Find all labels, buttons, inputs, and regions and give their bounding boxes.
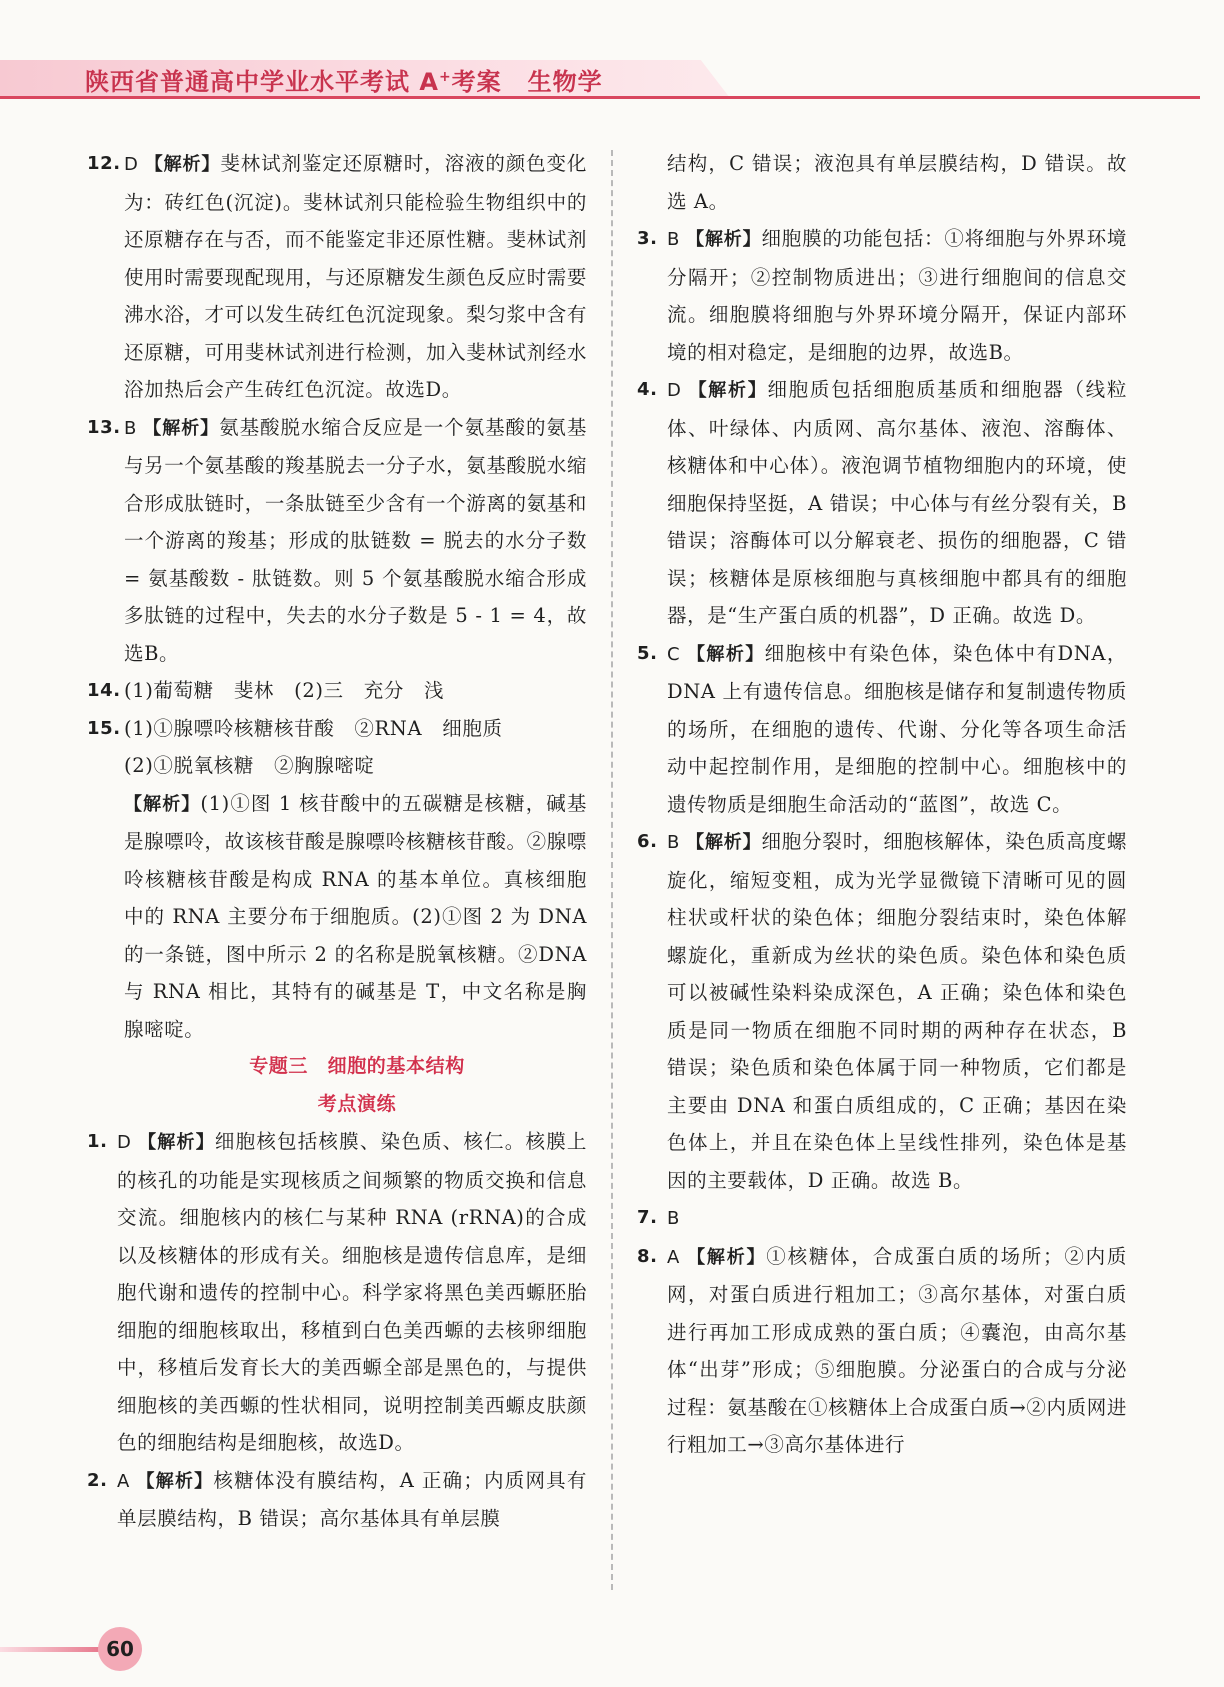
item-body: [124, 145, 587, 409]
item-number: 15.: [87, 717, 121, 739]
column-divider: [611, 150, 613, 1590]
left-column: [87, 145, 587, 1538]
item-number: 5.: [637, 642, 658, 664]
answer-item-5: [637, 635, 1127, 824]
analysis-text: 细胞分裂时，细胞核解体，染色质高度螺旋化，缩短变粗，成为光学显微镜下清晰可见的圆柱状或杆状的染色体；细胞分裂结束时，染色体解螺旋化，重新成为丝状的染色质。染色体和染色质可以被碱性染料染成深色，A 正确；染色体和染色质是同一物质在细胞不同时期的两种存在状态，B 错误；染色质和染色体属于同一种物质，它们都是主要由 DNA 和蛋白质组成的，C 正确；基因在染色体上，并且在染色体上呈线性排列，染色体是基因的主要载体，D 正确。故选 B。: [667, 830, 1127, 1192]
analysis-label: 【解析】: [137, 1132, 215, 1153]
answer-letter: C: [667, 643, 681, 665]
analysis-label: 【解析】: [685, 229, 762, 250]
analysis-text: 细胞核包括核膜、染色质、核仁。核膜上的核孔的功能是实现核质之间频繁的物质交换和信息交流。细胞核内的核仁与某种 RNA (rRNA)的合成以及核糖体的形成有关。细胞核是遗传信息库，是细胞代谢和遗传的控制中心。科学家将黑色美西螈胚胎细胞的细胞核取出，移植到白色美西螈的去核卵细胞中，移植后发育长大的美西螈全部是黑色的，与提供细胞核的美西螈的性状相同，说明控制美西螈皮肤颜色的细胞结构是细胞核，故选D。: [117, 1130, 587, 1454]
header-title: [85, 62, 603, 97]
section-title: 专题三 细胞的基本结构: [249, 1055, 465, 1077]
answer-letter: A: [667, 1246, 680, 1268]
answer-item-14: [87, 672, 587, 710]
item-body: [667, 1238, 1127, 1464]
item-number: 4.: [637, 379, 658, 400]
item-number: 2.: [87, 1469, 108, 1491]
answer-item-15: [87, 710, 587, 748]
item-number: 1.: [87, 1131, 108, 1152]
page-header: [0, 60, 1224, 102]
answer-item-4: [637, 371, 1127, 635]
item-body: [117, 1123, 587, 1462]
answer-letter: B: [124, 417, 137, 439]
analysis-label: 【解析】: [144, 154, 221, 175]
answer-item-8: [637, 1238, 1127, 1464]
header-subject: 生物学: [527, 68, 603, 96]
analysis-label: 【解析】: [685, 1246, 767, 1268]
answer-item-2-continued: 结构，C 错误；液泡具有单层膜结构，D 错误。故选 A。: [667, 152, 1127, 213]
page-number: 60: [106, 1637, 134, 1661]
answer-item-7: [637, 1199, 1127, 1238]
answer-letter: B: [667, 1208, 680, 1229]
answer-item-12: [87, 145, 587, 409]
answer-letter: B: [667, 832, 680, 853]
analysis-text: ①核糖体，合成蛋白质的场所；②内质网，对蛋白质进行粗加工；③高尔基体，对蛋白质进行再加工形成成熟的蛋白质；④囊泡，由高尔基体“出芽”形成；⑤细胞膜。分泌蛋白的合成与分泌过程：氨基酸在①核糖体上合成蛋白质→②内质网进行粗加工→③高尔基体进行: [667, 1244, 1128, 1456]
answer-letter: B: [667, 229, 680, 250]
answer-item-15-analysis: [87, 785, 587, 1049]
item-body: [667, 1199, 1127, 1238]
analysis-text: 斐林试剂鉴定还原糖时，溶液的颜色变化为：砖红色(沉淀)。斐林试剂只能检验生物组织中的还原糖存在与否，而不能鉴定非还原性糖。斐林试剂使用时需要现配现用，与还原糖发生颜色反应时需要沸水浴，才可以发生砖红色沉淀现象。梨匀浆中含有还原糖，可用斐林试剂进行检测，加入斐林试剂经水浴加热后会产生砖红色沉淀。故选D。: [124, 152, 587, 401]
item-body: (1)葡萄糖 斐林 (2)三 充分 浅: [124, 679, 445, 702]
analysis-label: 【解析】: [135, 1470, 214, 1492]
header-title-text: 陕西省普通高中学业水平考试 A: [85, 68, 439, 96]
answer-letter: D: [667, 380, 682, 401]
item-number: 12.: [87, 153, 121, 174]
answer-item-15-line2: (2)①脱氧核糖 ②胸腺嘧啶: [124, 754, 375, 777]
page-number-badge: [0, 1625, 150, 1675]
item-number: 8.: [637, 1245, 658, 1267]
header-title-sup: +: [438, 69, 452, 85]
answer-letter: A: [117, 1470, 130, 1492]
answer-letter: D: [117, 1132, 132, 1153]
answer-item-3: [637, 220, 1127, 371]
analysis-text: 氨基酸脱水缩合反应是一个氨基酸的氨基与另一个氨基酸的羧基脱去一分子水，氨基酸脱水缩合形成肽链时，一条肽链至少含有一个游离的氨基和一个游离的羧基；形成的肽链数 = 脱去的水分子数 = 氨基酸数 - 肽链数。则 5 个氨基酸脱水缩合形成多肽链的过程中，失去的水分子数是 5 - 1 = 4，故选B。: [124, 415, 587, 665]
analysis-label: 【解析】: [124, 793, 201, 815]
item-body: [124, 409, 587, 673]
item-body: [667, 220, 1127, 371]
answer-item-1: [87, 1123, 587, 1462]
analysis-text: 核糖体没有膜结构，A 正确；内质网具有单层膜结构，B 错误；高尔基体具有单层膜: [117, 1468, 587, 1530]
item-body: [667, 371, 1127, 635]
answer-letter: D: [124, 154, 139, 175]
right-column: [637, 145, 1127, 1464]
analysis-label: 【解析】: [686, 643, 765, 665]
analysis-text: 细胞膜的功能包括：①将细胞与外界环境分隔开；②控制物质进出；③进行细胞间的信息交流。细胞膜将细胞与外界环境分隔开，保证内部环境的相对稳定，是细胞的边界，故选B。: [667, 227, 1127, 364]
answer-item-6: [637, 823, 1127, 1199]
page-number-bar: [0, 1647, 110, 1652]
item-body: [667, 823, 1127, 1199]
item-number: 13.: [87, 416, 121, 438]
analysis-text: 细胞核中有染色体，染色体中有DNA，DNA 上有遗传信息。细胞核是储存和复制遗传物质的场所，在细胞的遗传、代谢、分化等各项生命活动中起控制作用，是细胞的控制中心。细胞核中的遗传物质是细胞生命活动的“蓝图”，故选 C。: [667, 641, 1127, 816]
analysis-text: (1)①图 1 核苷酸中的五碳糖是核糖，碱基是腺嘌呤，故该核苷酸是腺嘌呤核糖核苷酸。②腺嘌呤核糖核苷酸是构成 RNA 的基本单位。真核细胞中的 RNA 主要分布于细胞质。(2)①图 2 为 DNA 的一条链，图中所示 2 的名称是脱氧核糖。②DNA 与 RNA 相比，其特有的碱基是 T，中文名称是胸腺嘧啶。: [124, 791, 587, 1041]
item-number: 7.: [637, 1207, 658, 1228]
item-body: [117, 1462, 587, 1538]
answer-item-2: [87, 1462, 587, 1538]
section-subtitle: 考点演练: [317, 1092, 397, 1115]
analysis-label: 【解析】: [687, 380, 768, 401]
item-number: 3.: [637, 228, 658, 249]
analysis-text: 细胞质包括细胞质基质和细胞器（线粒体、叶绿体、内质网、高尔基体、液泡、溶酶体、核糖体和中心体）。液泡调节植物细胞内的环境，使细胞保持坚挺，A 错误；中心体与有丝分裂有关，B 错误；溶酶体可以分解衰老、损伤的细胞器，C 错误；核糖体是原核细胞与真核细胞中都具有的细胞器，是“生产蛋白质的机器”，D 正确。故选 D。: [667, 378, 1127, 627]
analysis-label: 【解析】: [142, 417, 220, 439]
item-number: 14.: [87, 680, 121, 701]
item-number: 6.: [637, 831, 658, 852]
analysis-label: 【解析】: [685, 832, 762, 853]
header-title-suffix: 考案: [451, 68, 502, 96]
answer-item-13: [87, 409, 587, 673]
item-body: (1)①腺嘌呤核糖核苷酸 ②RNA 细胞质: [124, 716, 503, 740]
item-body: [667, 635, 1127, 824]
